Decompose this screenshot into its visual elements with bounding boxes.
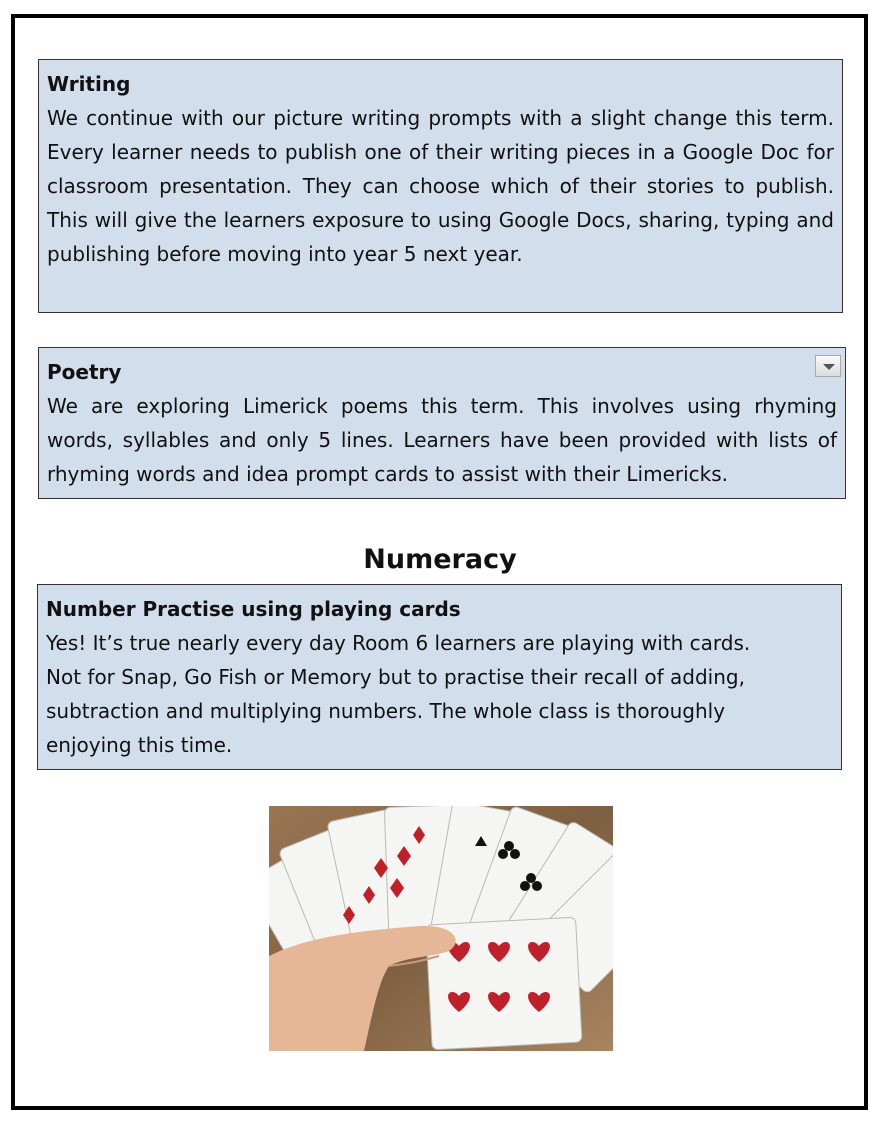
poetry-body: We are exploring Limerick poems this term. This involves using rhyming words, syllables and only 5 lines. Learners have been provided with lists of rhyming words and idea prompt cards to assist with their Limericks. [47, 394, 837, 486]
number-practise-line: Not for Snap, Go Fish or Memory but to practise their recall of adding, [46, 665, 745, 689]
poetry-box [38, 347, 846, 499]
number-practise-line: subtraction and multiplying numbers. The whole class is thoroughly [46, 699, 726, 723]
chevron-down-icon[interactable] [815, 355, 841, 377]
poetry-title: Poetry [47, 360, 122, 384]
number-practise-box [37, 584, 842, 770]
number-practise-line: Yes! It’s true nearly every day Room 6 learners are playing with cards. [46, 631, 751, 655]
writing-title: Writing [47, 72, 131, 96]
playing-cards-photo [269, 806, 613, 1051]
writing-body: We continue with our picture writing prompts with a slight change this term. Every learner needs to publish one of their writing pieces in a Google Doc for classroom presentation. They can choose which of their stories to publish. This will give the learners exposure to using Google Docs, sharing, typing and publishing before moving into year 5 next year. [47, 106, 834, 266]
writing-box [38, 59, 843, 313]
number-practise-title: Number Practise using playing cards [46, 597, 461, 621]
numeracy-heading: Numeracy [363, 544, 517, 575]
number-practise-line: enjoying this time. [46, 733, 233, 757]
